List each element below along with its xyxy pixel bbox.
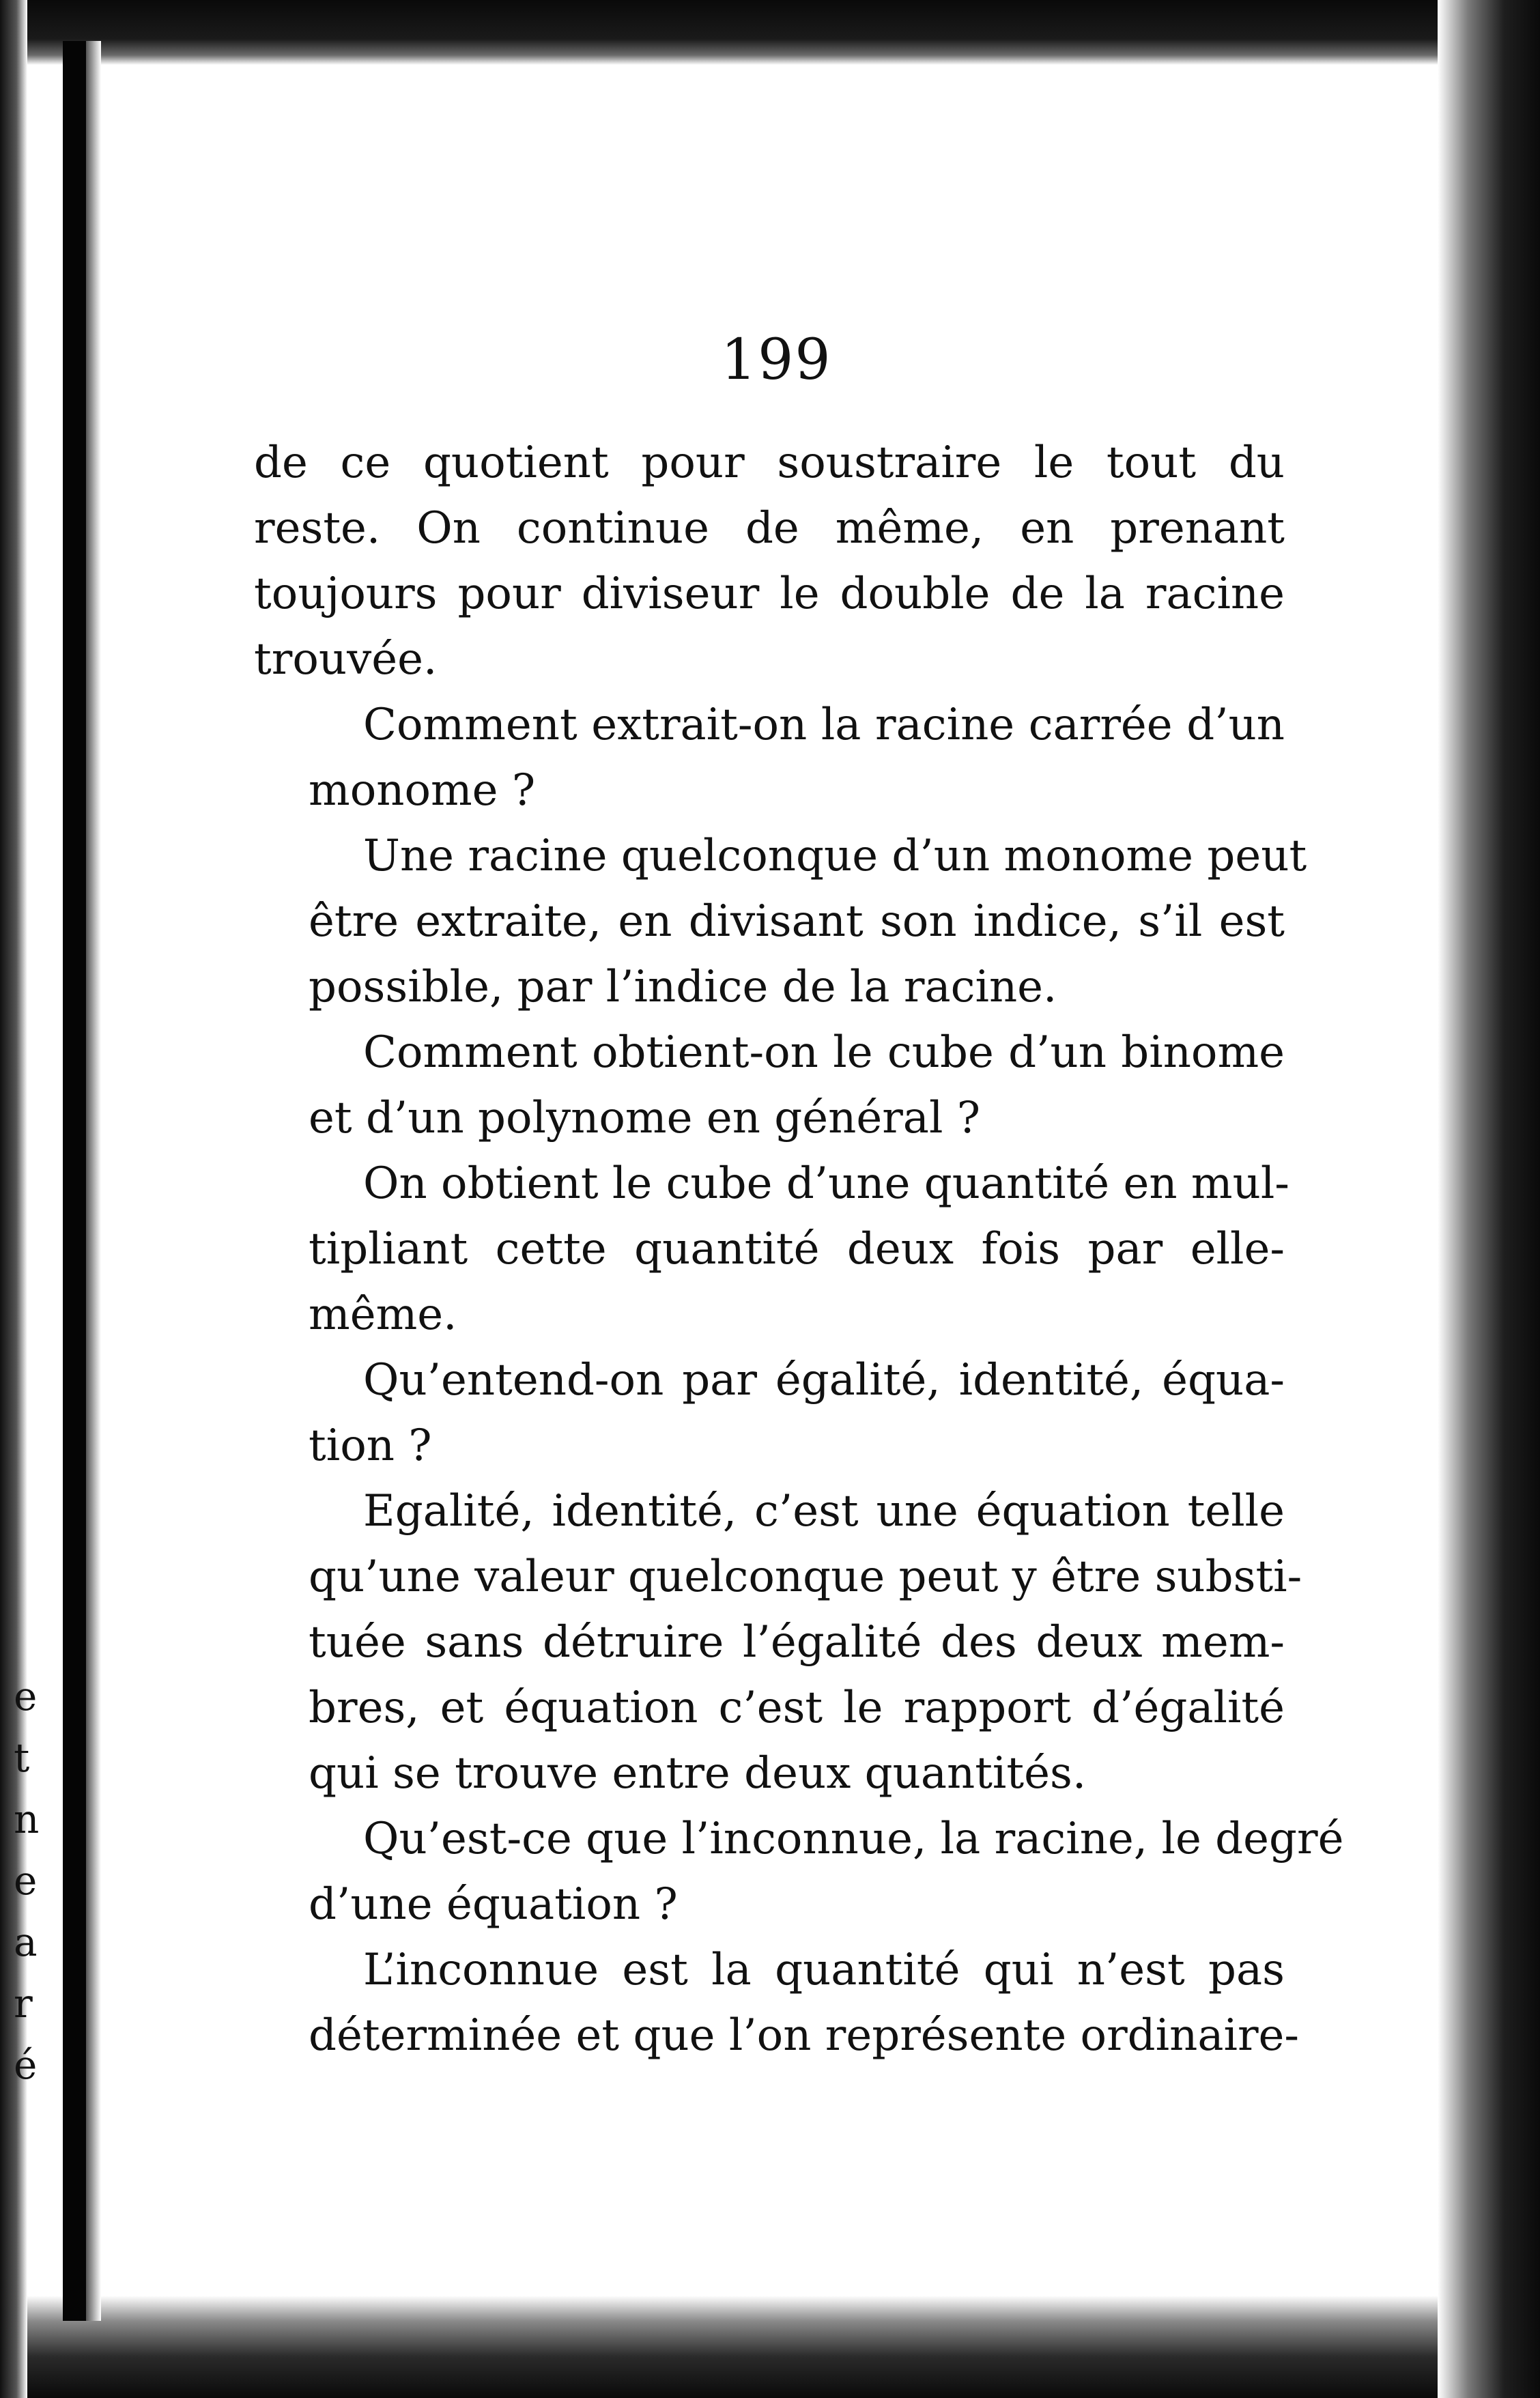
paragraph [254,1151,1289,1347]
text-line: qui se trouve entre deux quantités. [309,1748,1087,1799]
text-line: On obtient le cube d’une quantité en mul- [363,1158,1289,1209]
text-line: tipliant cette quantité deux fois par elle- [309,1224,1285,1274]
text-line: Une racine quelconque d’un monome peut [363,831,1307,881]
fragment-letter: é [14,2042,38,2088]
scan-border-top [0,0,1540,65]
text-line: Comment obtient-on le cube d’un binome [363,1027,1285,1078]
text-line: toujours pour diviseur le double de la racine [254,569,1285,619]
text-line: de ce quotient pour soustraire le tout du [254,438,1285,488]
paragraph [254,430,1285,692]
text-line: déterminée et que l’on représente ordinaire- [309,2010,1300,2061]
previous-page-fragment [14,1666,39,2096]
paragraph [254,823,1307,1020]
paragraph [254,1347,1285,1479]
fragment-letter: e [14,1673,38,1719]
text-line: tion ? [309,1421,432,1471]
text-line: tuée sans détruire l’égalité des deux mem- [309,1617,1285,1668]
text-line: et d’un polynome en général ? [309,1093,981,1143]
text-line: être extraite, en divisant son indice, s’il est [309,896,1285,947]
text-line: Qu’entend-on par égalité, identité, équa- [363,1355,1285,1405]
text-line: qu’une valeur quelconque peut y être substi- [309,1552,1302,1602]
text-line: Qu’est-ce que l’inconnue, la racine, le degré [363,1814,1344,1864]
text-line: bres, et équation c’est le rapport d’égalité [309,1683,1285,1733]
paragraph [254,1937,1300,2068]
text-line: L’inconnue est la quantité qui n’est pas [363,1945,1285,1995]
fragment-letter: a [14,1919,38,1965]
fragment-letter: n [14,1796,40,1842]
text-line: reste. On continue de même, en prenant [254,503,1285,554]
gutter-shadow [86,41,101,2321]
book-gutter [63,41,86,2321]
paragraph [254,1020,1285,1151]
body-text [254,430,1344,2068]
text-line: possible, par l’indice de la racine. [309,962,1057,1012]
text-line: d’une équation ? [309,1879,678,1930]
paragraph [254,692,1285,823]
text-line: Egalité, identité, c’est une équation telle [363,1486,1285,1537]
text-line: Comment extrait-on la racine carrée d’un [363,700,1285,750]
paragraph [254,1806,1344,1937]
page-number: 199 [721,328,832,392]
text-line: monome ? [309,765,536,816]
fragment-letter: e [14,1857,38,1904]
fragment-letter: r [14,1980,33,2027]
scan-border-bottom [0,2296,1540,2398]
text-line: trouvée. [254,634,438,685]
fragment-letter: t [14,1735,30,1781]
text-line: même. [309,1289,457,1340]
paragraph [254,1479,1302,1806]
scan-border-right [1438,0,1540,2398]
